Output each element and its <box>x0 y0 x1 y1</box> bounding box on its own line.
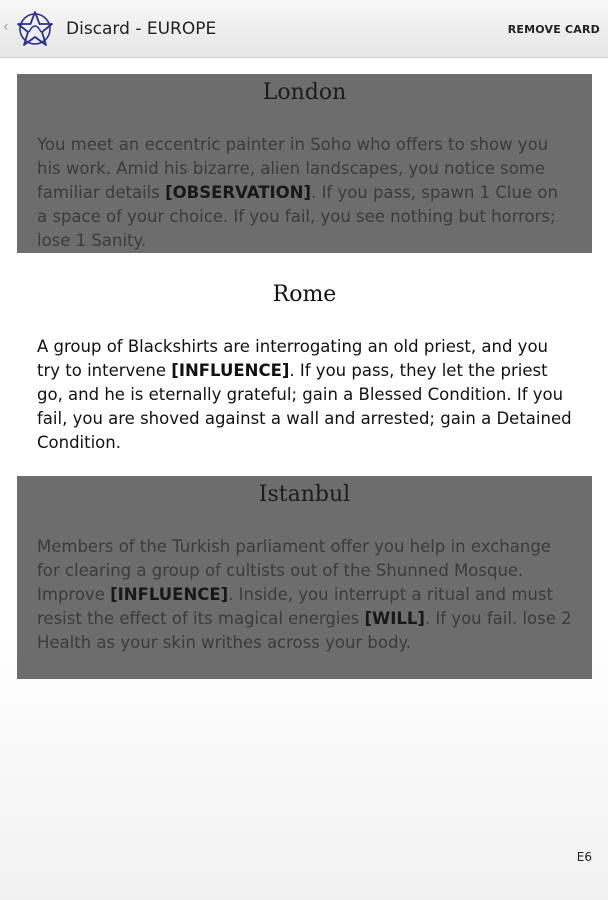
skill-keyword: [WILL] <box>364 609 425 628</box>
back-chevron-icon[interactable]: ‹ <box>3 19 9 35</box>
app-bar <box>0 0 608 58</box>
card-text: A group of Blackshirts are interrogating an old priest, and you try to intervene [INFLUENCE]. If you pass, they let the priest go, and he is eternally grateful; gain a Blessed Condition. If you fail, you are shoved against a wall and arrested; gain a Detained Condition. <box>37 337 572 452</box>
skill-keyword: [OBSERVATION] <box>165 183 312 202</box>
screen-title: Discard - EUROPE <box>66 19 217 39</box>
skill-keyword: [INFLUENCE] <box>171 361 290 380</box>
encounter-card-london[interactable] <box>17 74 592 253</box>
skill-keyword: [INFLUENCE] <box>110 585 229 604</box>
remove-card-button[interactable]: REMOVE CARD <box>507 23 600 36</box>
encounter-card-istanbul[interactable] <box>17 476 592 679</box>
card-code-label: E6 <box>576 850 592 864</box>
encounter-card-rome[interactable] <box>17 276 592 454</box>
card-text: Members of the Turkish parliament offer you help in exchange for clearing a group of cultists out of the Shunned Mosque. Improve [INFLUENCE]. Inside, you interrupt a ritual and must resist the effect of its magical energies [WILL]. If you fail. lose 2 Health as your skin writhes across your body. <box>37 537 572 652</box>
card-text: You meet an eccentric painter in Soho who offers to show you his work. Amid his bizarre, alien landscapes, you notice some familiar details [OBSERVATION]. If you pass, spawn 1 Clue on a space of your choice. If you fail, you see nothing but horrors; lose 1 Sanity. <box>37 135 558 250</box>
card-title: Rome <box>272 282 337 307</box>
card-title: Istanbul <box>258 482 351 507</box>
elder-sign-star-icon[interactable] <box>15 10 55 48</box>
card-title: London <box>262 80 347 105</box>
